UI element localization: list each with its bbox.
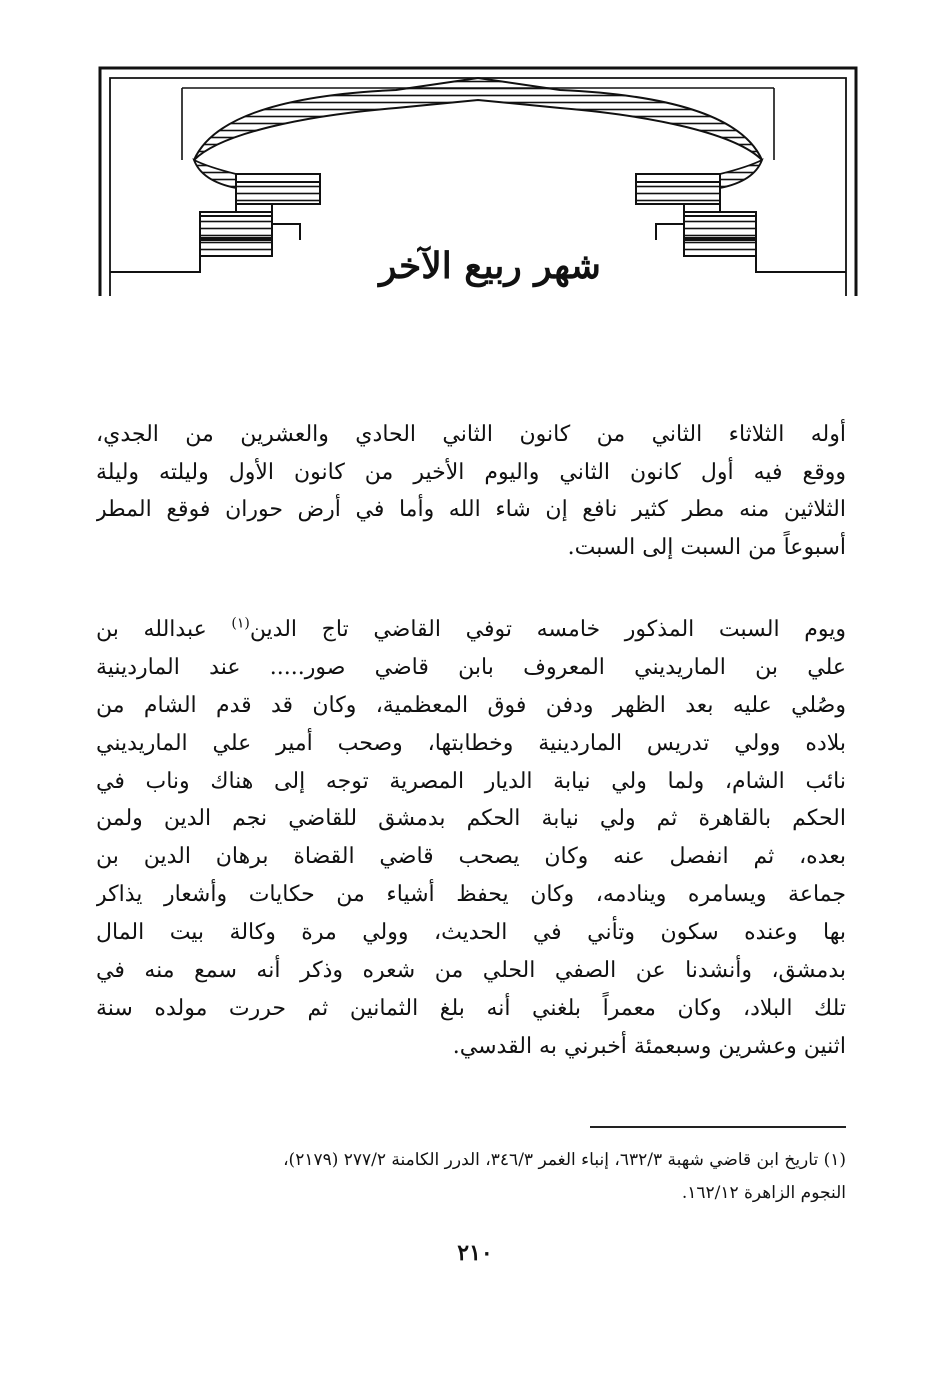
footnote-line: (١) تاريخ ابن قاضي شهبة ٦٣٢/٣، إنباء الغمر ٣٤٦/٣، الدرر الكامنة ٢٧٧/٢ (٢١٧٩)، [283,1150,846,1170]
text-segment: عبدالله بن [96,617,232,642]
text-line: اثنين وعشرين وسبعمئة أخبرني به القدسي. [452,1033,846,1059]
text-segment: ويوم السبت المذكور خامسه توفي القاضي تاج الدين [249,617,846,642]
text-line [96,611,846,649]
footnote-separator [590,1126,846,1128]
page-number: ٢١٠ [457,1240,493,1266]
text-line: الثلاثين منه مطر كثير نافع إن شاء الله وأما في أرض حوران فوقع المطر [96,497,846,522]
text-line: تلك البلاد، وكان معمراً بلغني أنه بلغ الثمانين ثم حررت مولده سنة [96,995,846,1021]
footnote [96,1144,846,1210]
text-line: بلاده وولي تدريس الماردينية وخطابتها، وصحب أمير علي الماريديني [96,730,846,756]
text-line: أسبوعاً من السبت إلى السبت. [567,534,846,560]
text-line: بدمشق، وأنشدنا عن الصفي الحلي من شعره وذكر أنه سمع منه في [96,958,846,984]
text-line: وصُلي عليه بعد الظهر ودفن فوق المعظمية، وكان قد قدم الشام من [96,692,846,718]
text-line: جماعة ويسامره وينادمه، وكان يحفظ أشياء من حكايات وأشعار يذاكر [96,882,846,908]
text-line: بعده، ثم انفصل عنه وكان يصحب قاضي القضاة برهان الدين بن [96,844,846,870]
text-line: نائب الشام، ولما ولي نيابة الديار المصرية توجه إلى هناك وناب في [96,768,846,794]
paragraph-1 [96,416,846,566]
text-line: علي بن الماريديني المعروف بابن قاضي صور..... عند الماردينية [96,654,846,680]
footnote-line: النجوم الزاهرة ١٦٢/١٢. [681,1183,846,1203]
text-line: بها وعنده سكون وتأني في الحديث، وولي مرة وكالة بيت المال [96,920,846,946]
text-line: الحكم بالقاهرة ثم ولي نيابة الحكم بدمشق للقاضي نجم الدين ولمن [96,806,846,832]
text-line: أوله الثلاثاء الثاني من كانون الثاني الحادي والعشرين من الجدي، [96,422,846,447]
text-line: ووقع فيه أول كانون الثاني واليوم الأخير من كانون الأول وليلته وليلة [96,459,846,485]
footnote-marker: (١) [231,615,250,632]
chapter-title: شهر ربيع الآخر [379,245,601,287]
paragraph-2 [96,611,846,1066]
